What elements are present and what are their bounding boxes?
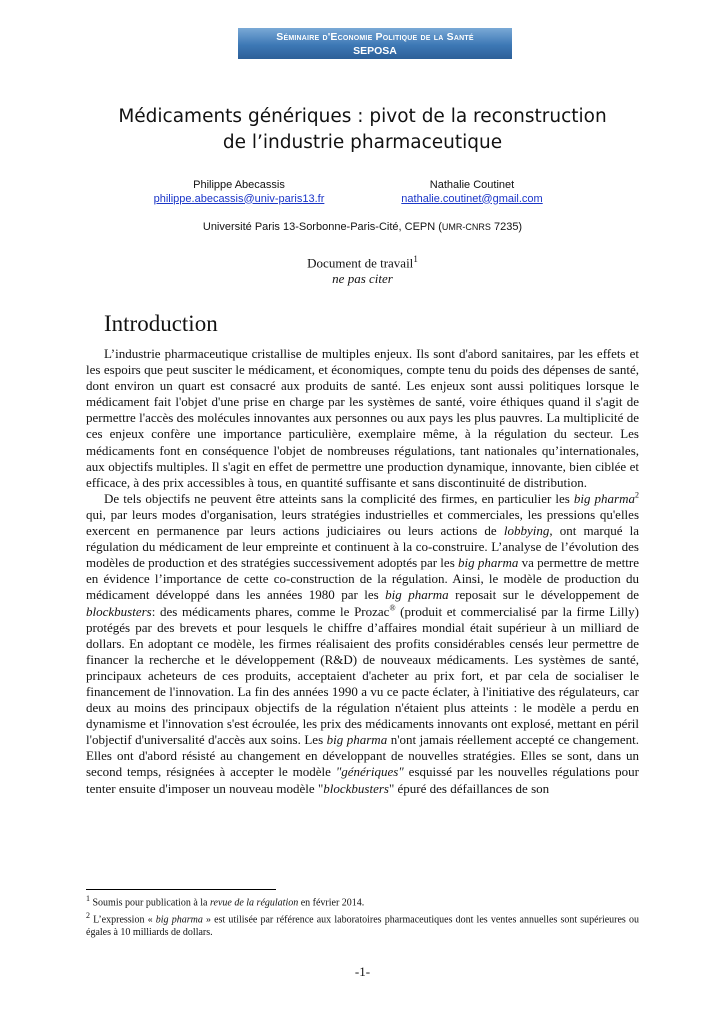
author-1 <box>119 179 359 206</box>
title-line-1: Médicaments génériques : pivot de la reconstruction <box>118 106 607 127</box>
page-number: -1- <box>354 964 371 979</box>
footnotes <box>86 893 639 939</box>
affiliation-suffix: 7235) <box>490 221 523 233</box>
affiliation <box>0 221 725 233</box>
document-status <box>0 251 725 287</box>
author-name: Philippe Abecassis <box>193 179 285 191</box>
seminar-banner <box>238 28 512 59</box>
author-email-link[interactable]: nathalie.coutinet@gmail.com <box>401 192 543 205</box>
paragraph-1: L’industrie pharmaceutique cristallise de multiples enjeux. Ils sont d'abord sanitaires, par les effets et les espoirs que peut susciter le médicament, et économiques, compte tenu du poids des dépenses de santé, dont environ un quart est consacré aux produits de santé. Les enjeux sont aussi politiques lorsque le médicament fait l'objet d'une prise en charge par les systèmes de santé, voire éthiques quand il s'agit de permettre l'accès des molécules innovantes aux personnes ou aux pays les plus pauvres. La multiplicité de ces enjeux confère une importance particulière, exemplaire même, à la régulation du secteur. Les médicaments font en conséquence l'objet de nombreuses régulations, tant nationales qu’internationales, aux objectifs multiples. Il s'agit en effet de permettre une production dynamique, innovante, bien ciblée et efficace, à des prix accessibles à tous, en quantité suffisante et sans discontinuité de distribution. <box>86 346 639 490</box>
banner-acronym: SEPOSA <box>353 45 397 57</box>
author-name: Nathalie Coutinet <box>429 179 515 191</box>
paragraph-2: De tels objectifs ne peuvent être atteints sans la complicité des firmes, en particulier les big pharma$^2$ qui, par leurs modes d'organisation, leurs stratégies industrielles et commerciales, les pressions qu'elles exercent en permanence par leurs actions judiciaires ou leurs actions de lobbying, ont marqué la régulation du médicament de leur empreinte et continuent à la co-construire. L’analyse de l’évolution des modèles de production et des stratégies successivement adoptés par les big pharma va permettre de mettre en évidence l’importance de cette co-construction de la régulation. Ainsi, le modèle de production du médicament développé dans les années 1980 par les big pharma reposait sur le développement de blockbusters: des médicaments phares, comme le Prozac® (produit et commercialisé par la firme Lilly) protégés par des brevets et pour lesquels le chiffre d’affaires mondial était supérieur à un milliard de dollars. En adoptant ce modèle, les firmes réalisaient des profits considérables censés leur permettre de financer la recherche et le développement (R&D) de nouveaux médicaments. Les systèmes de santé, principaux acheteurs de ces produits, acceptaient d'acheter au prix fort, et par cela de socialiser le financement de l'innovation. La fin des années 1990 a vu ce pacte éclater, à l'initiative des régulateurs, car deux au moins des principaux objectifs de la régulation n'étaient plus atteints : le modèle a perdu en dynamisme et l'innovation s'est écroulée, les prix des médicaments innovants ont explosé, mettant en péril l'objectif d'universalité d'accès aux soins. Les big pharma n'ont jamais réellement accepté ce changement. Elles ont d'abord résisté au changement en développant de nouvelles stratégies. Elles se sont, dans un second temps, résignées à accepter le modèle "génériques" esquissé par les nouvelles régulations pour tenter ensuite d'imposer un nouveau modèle "blockbusters" épuré des défaillances de son <box>86 490 640 796</box>
document-label: Document de travail <box>307 255 414 271</box>
author-email-link[interactable]: philippe.abecassis@univ-paris13.fr <box>153 192 325 205</box>
section-heading: Introduction <box>104 311 218 336</box>
body-text <box>86 346 639 797</box>
paper-title <box>90 104 635 156</box>
footnote-1: $^1$ Soumis pour publication à la revue de la régulation en février 2014. <box>86 894 365 909</box>
footnote-marker: 2 <box>635 490 639 500</box>
footnote-separator <box>86 889 276 890</box>
affiliation-text: Université Paris 13-Sorbonne-Paris-Cité, CEPN ( <box>202 221 442 233</box>
affiliation-unit: UMR-CNRS <box>441 222 491 232</box>
footnote-2: $^2$ L’expression « big pharma » est utilisée par référence aux laboratoires pharmaceutiques dont les ventes annuelles sont supérieures ou égales à 10 milliards de dollars. <box>86 910 639 938</box>
footnote-marker: 1 <box>413 254 418 264</box>
citation-notice: ne pas citer <box>332 271 393 287</box>
author-2 <box>352 179 592 206</box>
banner-title: Séminaire d'Economie Politique de la Santé <box>276 31 474 43</box>
title-line-2: de l’industrie pharmaceutique <box>222 132 503 153</box>
